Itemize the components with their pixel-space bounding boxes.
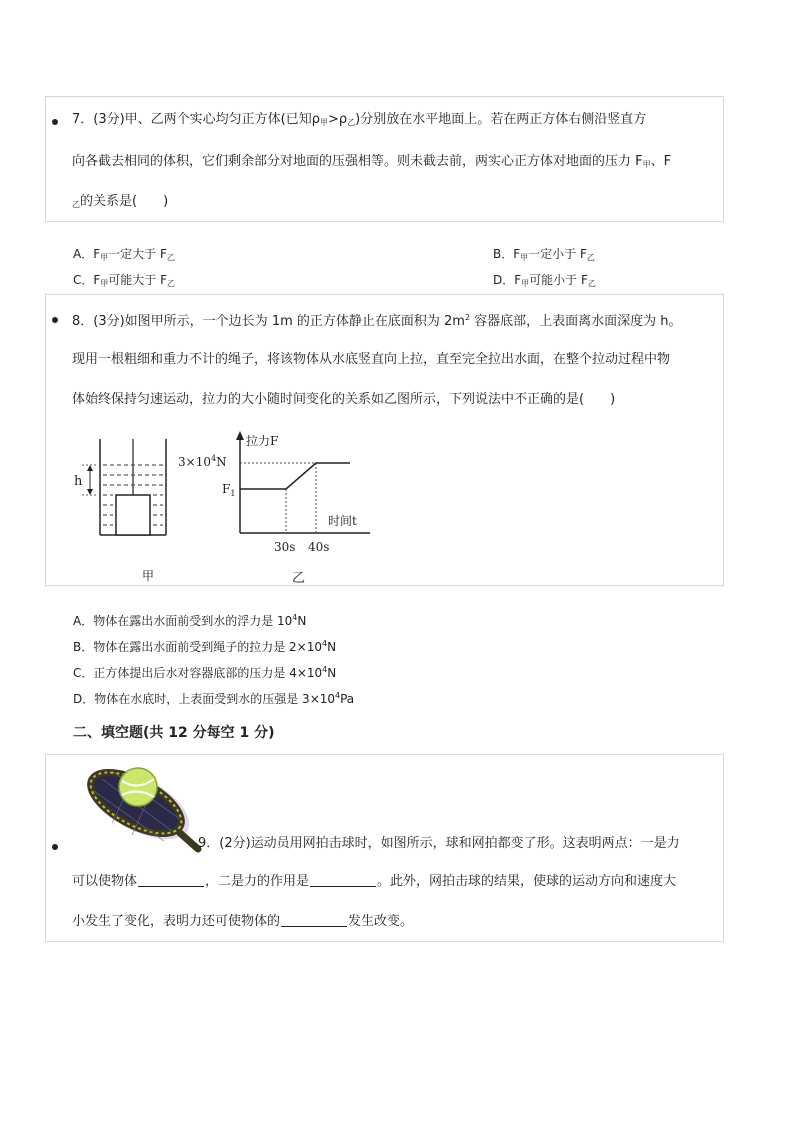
answer-blank-1[interactable] [138, 874, 204, 887]
tennis-racket-ball-illustration [72, 761, 202, 856]
question-8-box [45, 294, 724, 586]
y-low-tick: $F_1$ [222, 482, 236, 498]
t2-tick: 40s [308, 540, 330, 554]
h-label: h [74, 474, 83, 489]
question-7-box [45, 96, 724, 222]
bullet-icon [52, 317, 58, 323]
q8-option-d[interactable]: D．物体在水底时，上表面受到水的压强是 $3\times 10^4Pa$ [73, 691, 355, 706]
q8-line-2: 现用一根粗细和重力不计的绳子，将该物体从水底竖直向上拉，直至完全拉出水面，在整个拉动过程中物 [72, 352, 671, 367]
q7-line-2: 向各截去相同的体积，它们剩余部分对地面的压强相等。则未截去前，两实心正方体对地面的压力 $F_甲$、F [72, 154, 672, 169]
q7-line-3: $_乙$的关系是( ) [72, 194, 169, 209]
y-top-tick: $3\times 10^4N$ [178, 454, 227, 469]
section-2-heading: 二、填空题(共 12 分每空 1 分) [73, 725, 275, 741]
q8-option-b[interactable]: B．物体在露出水面前受到绳子的拉力是 $2\times 10^4N$ [73, 639, 337, 654]
figure-b-force-time-graph [174, 421, 394, 571]
figure-a-caption: 甲 [142, 569, 155, 583]
q7-option-c[interactable]: C．$F_甲$可能大于 $F_乙$ [73, 273, 176, 288]
bullet-icon [52, 119, 58, 125]
bullet-icon [52, 844, 58, 850]
q7-option-a[interactable]: A．$F_甲$一定大于 $F_乙$ [73, 247, 175, 262]
figure-b-caption: 乙 [292, 571, 306, 586]
q8-line-3: 体始终保持匀速运动，拉力的大小随时间变化的关系如乙图所示，下列说法中不正确的是( ) [72, 392, 616, 407]
answer-blank-3[interactable] [281, 914, 347, 927]
question-9-box [45, 754, 724, 942]
q8-line-1: 8．(3分)如图甲所示，一个边长为 1m 的正方体静止在底面积为 $2m^2$ 容器底部，上表面离水面深度为 h。 [72, 313, 682, 329]
q8-option-a[interactable]: A．物体在露出水面前受到水的浮力是 $10^4N$ [73, 613, 307, 628]
q7-line-1: 7．(3分)甲、乙两个实心均匀正方体(已知$\rho_甲>\rho_乙$)分别放在水平地面上。若在两正方体右侧沿竖直方 [72, 112, 647, 127]
figure-a-container-diagram [72, 429, 182, 554]
q8-option-c[interactable]: C．正方体提出后水对容器底部的压力是 $4\times 10^4N$ [73, 665, 337, 680]
q7-option-b[interactable]: B．$F_甲$一定小于 $F_乙$ [493, 247, 595, 262]
answer-blank-2[interactable] [310, 874, 376, 887]
tennis-ball [119, 768, 157, 806]
q9-line-1: 9．(2分)运动员用网拍击球时，如图所示，球和网拍都变了形。这表明两点：一是力 [198, 836, 680, 851]
force-curve [240, 463, 350, 489]
t1-tick: 30s [274, 540, 296, 554]
q7-option-d[interactable]: D．$F_甲$可能小于 $F_乙$ [493, 273, 596, 288]
q9-line-2: 可以使物体 ，二是力的作用是 。此外，网拍击球的结果，使球的运动方向和速度大 [72, 874, 677, 889]
q9-line-3: 小发生了变化，表明力还可使物体的 发生改变。 [72, 914, 414, 929]
x-axis-label: 时间t [328, 514, 357, 528]
y-axis-label: 拉力F [246, 434, 279, 448]
